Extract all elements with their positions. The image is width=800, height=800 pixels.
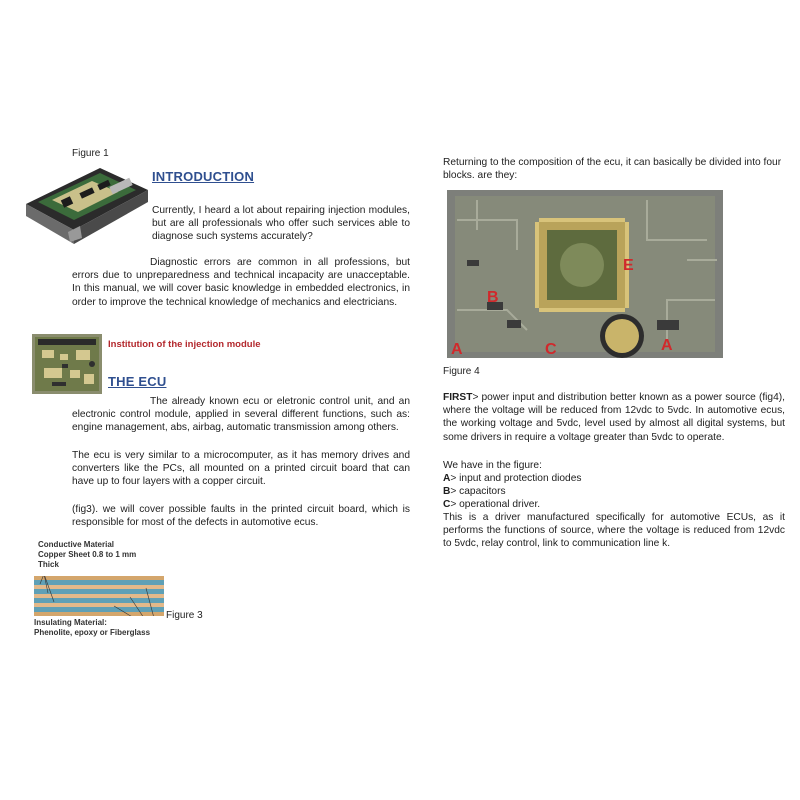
figure1-caption: Figure 1 xyxy=(72,148,109,159)
ecu-paragraph-2: The ecu is very similar to a microcomputer, as it has memory drives and converters like the PCs, all mounted on a printed circuit board that can have up to four layers with a copper circuit. xyxy=(72,450,410,488)
item-c-text: > operational driver. xyxy=(450,499,541,510)
item-a-label: A xyxy=(443,473,451,484)
intro-paragraph-2: Diagnostic errors are common in all professions, but errors due to unpreparedness and technical incapacity are unacceptable. In this manual, we will cover basic knowledge in embedded electronics, in order to improve the technical knowledge of mechanics and electricians. xyxy=(72,257,410,308)
pcb-layers-diagram xyxy=(34,576,164,616)
list-item-a xyxy=(443,472,785,485)
first-label: FIRST xyxy=(443,392,473,403)
item-a-text: > input and protection diodes xyxy=(450,473,582,484)
fig3-label-insulating: Insulating Material: xyxy=(34,618,107,627)
item-b-text: > capacitors xyxy=(450,486,506,497)
first-text: > power input and distribution better known as a power source (fig4), where the voltage will be reduced from 12vdc to 5vdc. In automotive ecus, the working voltage and 5vdc, level used by almost all digital systems, but some drivers in require a voltage greater than 5vdc to operate. xyxy=(443,392,785,443)
intro-paragraph-1: Currently, I heard a lot about repairing injection modules, but are all professionals who offer such services able to diagnose such systems accurately? xyxy=(152,205,410,243)
ecu-paragraph-1: The already known ecu or eletronic control unit, and an electronic control module, applied in several different functions, such as: engine management, abs, airbag, automatic transmission among others. xyxy=(72,396,410,434)
circuit-board-photo xyxy=(447,190,723,358)
item-c-label: C xyxy=(443,499,451,510)
first-paragraph xyxy=(443,391,785,444)
fig3-label-thick: Thick xyxy=(38,560,59,569)
ecu-paragraph-3: (fig3). we will cover possible faults in the printed circuit board, which is responsible for most of the defects in automotive ecus. xyxy=(72,504,410,529)
svg-text:A: A xyxy=(661,337,673,354)
fig3-label-conductive: Conductive Material xyxy=(38,540,115,549)
svg-text:C: C xyxy=(545,341,557,358)
svg-text:E: E xyxy=(623,257,634,274)
list-item-b xyxy=(443,485,785,498)
figure4-caption: Figure 4 xyxy=(443,366,480,377)
composition-intro: Returning to the composition of the ecu, it can basically be divided into four blocks. are they: xyxy=(443,157,782,182)
fig3-label-phenolite: Phenolite, epoxy or Fiberglass xyxy=(34,628,151,637)
svg-text:B: B xyxy=(487,289,499,306)
institution-heading: Institution of the injection module xyxy=(108,339,261,350)
ecu-board-image xyxy=(32,334,102,394)
svg-text:A: A xyxy=(451,341,463,358)
ecu-heading: THE ECU xyxy=(108,374,167,389)
fig3-label-copper: Copper Sheet 0.8 to 1 mm xyxy=(38,550,137,559)
ecu-device-image xyxy=(22,160,150,246)
introduction-heading: INTRODUCTION xyxy=(152,169,255,184)
figure-intro: We have in the figure: xyxy=(443,460,542,471)
figure3-caption: Figure 3 xyxy=(166,610,203,621)
closing-paragraph: This is a driver manufactured specifically for automotive ECUs, as it performs the functions of source, where the voltage is reduced from 12vdc to 5vdc, relay control, link to communication line k. xyxy=(443,512,785,550)
list-item-c xyxy=(443,498,785,511)
item-b-label: B xyxy=(443,486,451,497)
